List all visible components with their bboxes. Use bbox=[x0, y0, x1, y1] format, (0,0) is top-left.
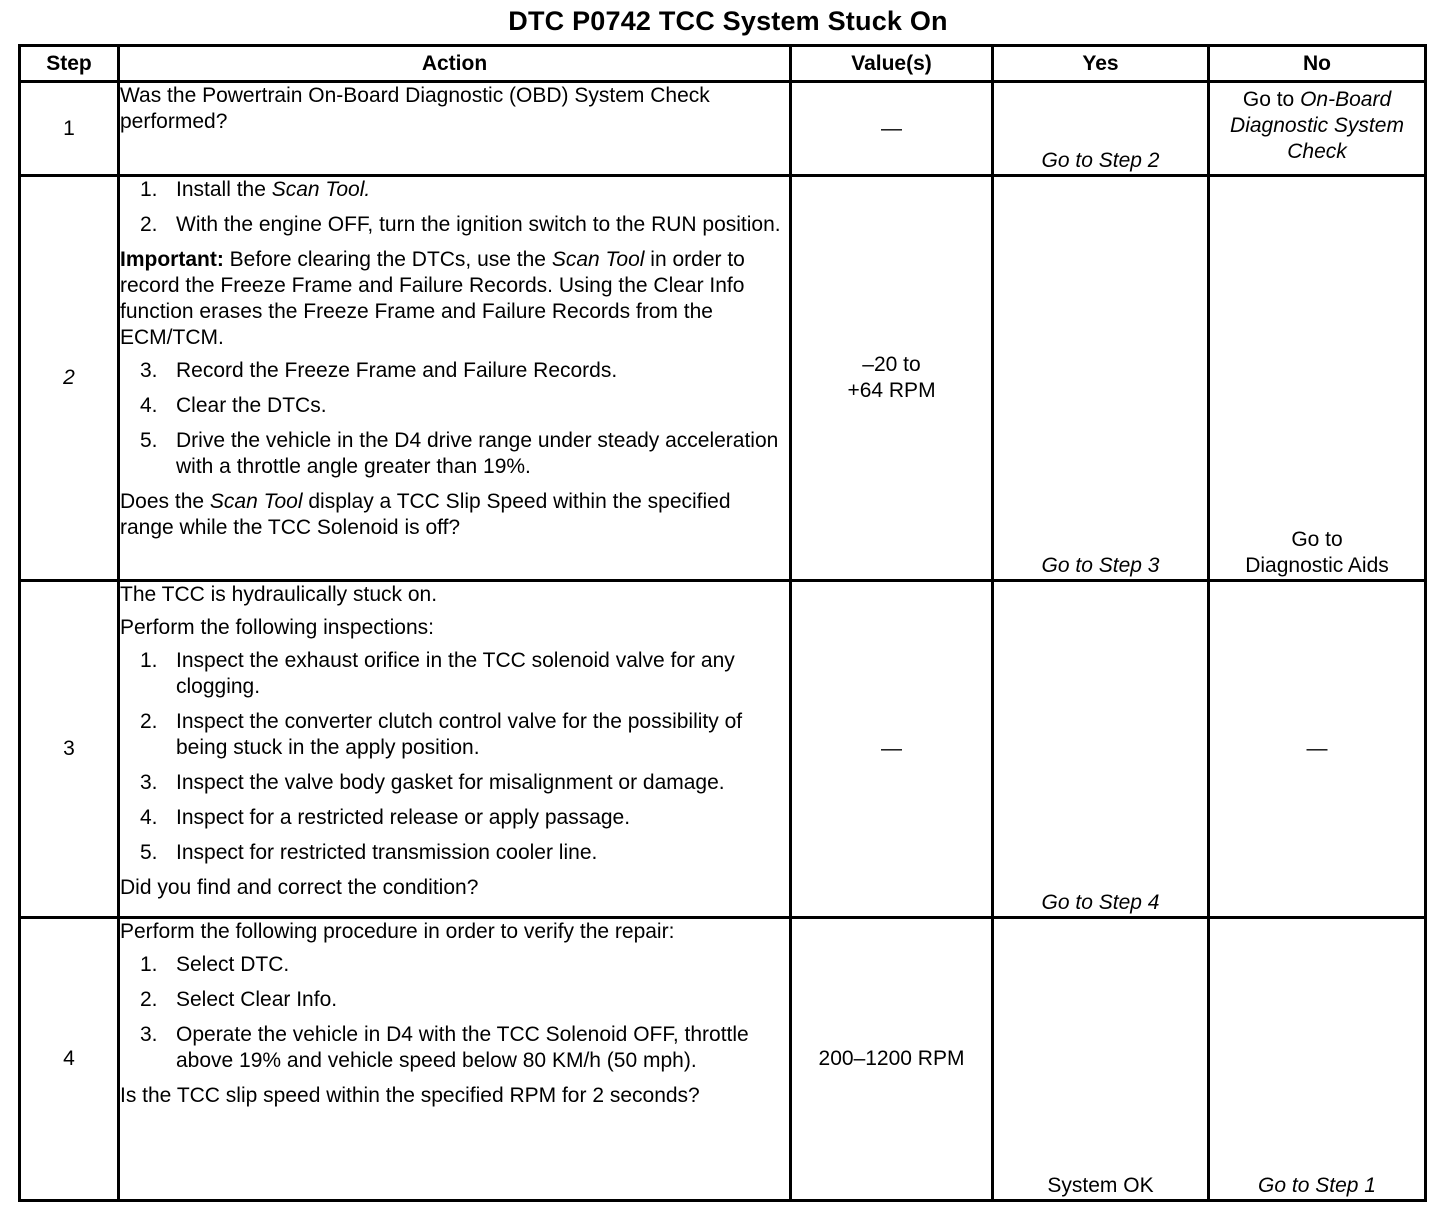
yes-link: Go to Step 4 bbox=[1041, 891, 1160, 914]
no-cell bbox=[1209, 176, 1426, 581]
value-cell bbox=[791, 176, 993, 581]
yes-cell bbox=[993, 581, 1209, 918]
value-cell: — bbox=[791, 581, 993, 918]
no-cell bbox=[1209, 918, 1426, 1201]
header-yes: Yes bbox=[993, 46, 1209, 82]
yes-cell bbox=[993, 176, 1209, 581]
list-item: 3. Operate the vehicle in D4 with the TCC Solenoid OFF, throttle above 19% and vehicle speed below 80 KM/h (50 mph). bbox=[140, 1023, 749, 1072]
action-cell bbox=[119, 82, 791, 176]
yes-link: Go to Step 3 bbox=[1041, 554, 1160, 577]
header-values: Value(s) bbox=[791, 46, 993, 82]
action-cell bbox=[119, 176, 791, 581]
step-list bbox=[120, 358, 789, 480]
header-no: No bbox=[1209, 46, 1426, 82]
header-row bbox=[20, 46, 1426, 82]
action-question: Does the Scan Tool display a TCC Slip Speed within the specified range while the TCC Solenoid is off? bbox=[120, 490, 731, 539]
value-line: –20 to bbox=[862, 353, 921, 376]
yes-cell: System OK bbox=[993, 918, 1209, 1201]
no-link: On-Board Diagnostic System Check bbox=[1230, 88, 1404, 163]
value-cell: 200–1200 RPM bbox=[791, 918, 993, 1201]
list-item: 5. Inspect for restricted transmission cooler line. bbox=[140, 841, 598, 864]
action-intro: The TCC is hydraulically stuck on. bbox=[120, 583, 438, 606]
no-cell bbox=[1209, 82, 1426, 176]
no-line: Diagnostic Aids bbox=[1245, 554, 1389, 577]
scan-tool-ref: Scan Tool. bbox=[271, 178, 371, 201]
action-question: Was the Powertrain On-Board Diagnostic (OBD) System Check performed? bbox=[120, 84, 710, 133]
yes-link: Go to Step 2 bbox=[1041, 149, 1160, 172]
action-intro: Perform the following procedure in order to verify the repair: bbox=[120, 920, 675, 943]
list-item: 4. Inspect for a restricted release or apply passage. bbox=[140, 806, 631, 829]
header-step: Step bbox=[20, 46, 119, 82]
step-list bbox=[120, 177, 789, 238]
value-line: +64 RPM bbox=[847, 379, 936, 402]
list-item: 3. Record the Freeze Frame and Failure Records. bbox=[140, 359, 618, 382]
no-cell: — bbox=[1209, 581, 1426, 918]
table-row bbox=[20, 82, 1426, 176]
action-cell bbox=[119, 918, 791, 1201]
step-number: 3 bbox=[20, 581, 119, 918]
step-list bbox=[120, 648, 789, 866]
no-link: Go to Step 1 bbox=[1258, 1174, 1376, 1197]
step-number: 4 bbox=[20, 918, 119, 1201]
step-number: 1 bbox=[20, 82, 119, 176]
action-question: Is the TCC slip speed within the specified RPM for 2 seconds? bbox=[120, 1084, 700, 1107]
list-item: 4. Clear the DTCs. bbox=[140, 394, 327, 417]
diagnostic-table bbox=[18, 44, 1427, 1202]
action-question: Did you find and correct the condition? bbox=[120, 876, 479, 899]
important-note: Important: Before clearing the DTCs, use the Scan Tool in order to record the Freeze Frame and Failure Records. Using the Clear Info function erases the Freeze Frame and Failure Records from the ECM/TCM. bbox=[120, 248, 745, 349]
page-title: DTC P0742 TCC System Stuck On bbox=[508, 6, 948, 36]
list-item: 2. Select Clear Info. bbox=[140, 988, 338, 1011]
action-intro: Perform the following inspections: bbox=[120, 616, 434, 639]
no-line: Go to bbox=[1291, 528, 1343, 551]
value-cell: — bbox=[791, 82, 993, 176]
step-list bbox=[120, 952, 789, 1074]
header-action: Action bbox=[119, 46, 791, 82]
table-row bbox=[20, 176, 1426, 581]
important-label: Important: bbox=[120, 248, 224, 271]
list-item: 1. Inspect the exhaust orifice in the TCC solenoid valve for any clogging. bbox=[140, 649, 735, 698]
table-row bbox=[20, 918, 1426, 1201]
list-item: 2. Inspect the converter clutch control valve for the possibility of being stuck in the apply position. bbox=[140, 710, 743, 759]
list-item: 1. Install the Scan Tool. bbox=[140, 178, 371, 201]
list-item: 3. Inspect the valve body gasket for misalignment or damage. bbox=[140, 771, 725, 794]
action-cell bbox=[119, 581, 791, 918]
list-item: 1. Select DTC. bbox=[140, 953, 290, 976]
step-number: 2 bbox=[20, 176, 119, 581]
yes-cell bbox=[993, 82, 1209, 176]
list-item: 2. With the engine OFF, turn the ignition switch to the RUN position. bbox=[140, 213, 781, 236]
no-prefix: Go to bbox=[1242, 88, 1301, 111]
table-row bbox=[20, 581, 1426, 918]
list-item: 5. Drive the vehicle in the D4 drive range under steady acceleration with a throttle angle greater than 19%. bbox=[140, 429, 779, 478]
